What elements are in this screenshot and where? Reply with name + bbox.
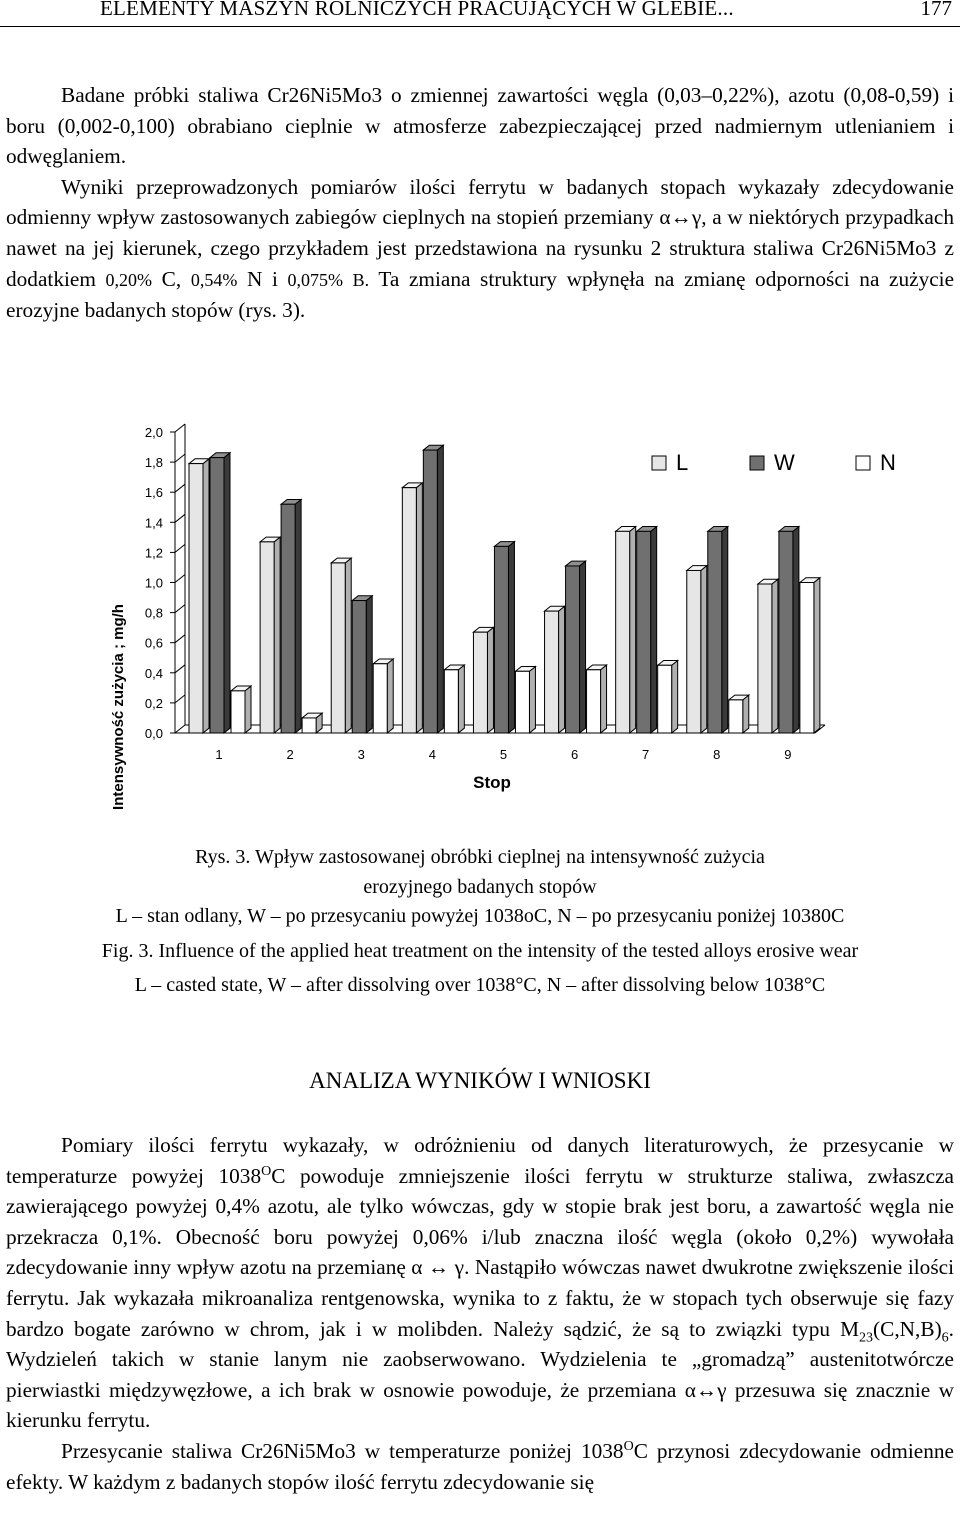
section-title: ANALIZA WYNIKÓW I WNIOSKI [309,1068,651,1093]
bar-side [458,665,464,733]
bar-W-3 [352,596,372,733]
nitrogen-symbol: N [246,266,263,291]
degree-superscript-2: O [623,1438,634,1454]
y-tick-depth [175,605,185,613]
y-tick-label: 1,8 [144,455,163,471]
legend-label-W: W [774,450,795,475]
bar-side [651,527,657,733]
bar-W-1 [210,453,230,733]
bar-W-6 [566,561,586,733]
bar-front [189,464,203,733]
bar-front [210,458,224,733]
bar-side [487,627,493,733]
legend-swatch-W [750,456,764,470]
bar-front [658,665,672,733]
analysis-p2-a: Przesycanie staliwa Cr26Ni5Mo3 w temperaturze poniżej 1038 [61,1438,624,1463]
analysis-paragraph-2 [6,1436,954,1497]
intro-paragraph-1: Badane próbki staliwa Cr26Ni5Mo3 o zmiennej zawartości węgla (0,03–0,22%), azotu (0,08-0,59) i boru (0,002-0,100) obrabiano cieplnie w atmosferze zabezpieczającej przed nadmiernym utlenianiem i odwęglaniem. [6,83,954,169]
y-tick-label: 1,2 [144,545,163,561]
bar-side [601,665,607,733]
bar-N-4 [444,665,464,733]
figure-caption-en: Fig. 3. Influence of the applied heat treatment on the intensity of the tested alloys erosive wear [101,940,859,962]
analysis-p2-b: C przynosi zdecydowanie odmienne efekty. W każdym z badanych stopów ilość ferrytu zdecydowanie się [6,1438,954,1494]
bar-side [722,527,728,733]
x-tick-label: 5 [499,747,508,762]
bar-front [352,601,366,733]
y-tick-label: 1,6 [144,485,163,501]
bar-side [672,660,678,733]
bar-L-6 [545,606,565,733]
y-tick-depth [175,544,185,552]
intro-text [6,80,954,326]
analysis-p1-b: C powoduje zmniejszenie ilości ferrytu w strukturze staliwa, zwłaszcza zawierającego powyżej 0,4% azotu, ale tylko wówczas, gdy w stopie brak jest boru, a zawartość węgla nie przekracza 0,1%. Obecność boru powyżej 0,06% i/lub znaczna ilość węgla (około 0,2%) wywołała zdecydowanie inny wpływ azotu na przemianę α ↔ γ. Nastąpiło wówczas nawet dwukrotne zwiększenie ilości ferrytu. Jak wykazała mikroanaliza rentgenowska, wynika to z faktu, że w stopach tych obserwuje się fazy bardzo bogate zarówno w chrom, jak i w molibden. Należy sądzić, że są to związki typu M [6,1163,954,1341]
page-number: 177 [920,0,952,20]
legend-label-L: L [676,450,689,475]
bar-front [779,531,793,733]
analysis-p1-d: . Wydzieleń takich w stanie lanym nie zaobserwowano. Wydzielenia te „gromadzą” austenitotwórcze pierwiastki międzywęzłowe, a ich brak w osnowie powoduje, że przemiana α↔γ przesuwa się znacznie w kierunku ferrytu. [6,1316,954,1433]
bar-N-3 [373,659,393,733]
bar-side [203,459,209,733]
analysis-paragraph-1 [6,1130,954,1436]
bar-side [437,445,443,733]
y-tick-label: 1,4 [144,515,163,531]
bar-front [566,566,580,733]
bar-W-8 [708,527,728,733]
bar-front [444,670,458,733]
y-tick-depth [175,695,185,703]
y-tick-depth [175,665,185,673]
bar-L-7 [616,527,636,733]
bar-N-8 [729,695,749,733]
bar-front [231,691,245,733]
intro-paragraph-2 [6,172,954,326]
bar-side [416,483,422,733]
bar-side [529,666,535,733]
bar-W-5 [494,542,514,733]
chart-legend [652,450,896,475]
bar-front [373,664,387,733]
y-tick-depth [175,725,185,733]
bar-front [708,531,722,733]
x-tick-label: 2 [286,747,294,762]
x-tick-label: 1 [215,747,223,762]
y-tick-depth [175,575,185,583]
y-tick-label: 0,6 [144,635,163,651]
intro-p2-start: Wyniki przeprowadzonych pomiarów ilości ferrytu w badanych stopach wykazały zdecydowanie odmienny wpływ zastosowanych zabiegów cieplnych na stopień przemiany α↔γ, a w niektórych przypadkach nawet na jej kierunek, czego przykładem jest przedstawiona na rysunku 2 struktura staliwa Cr26Ni5Mo3 z dodatkiem [6,174,954,291]
bar-N-7 [658,660,678,733]
bar-front [545,611,559,733]
bar-front [494,546,508,733]
degree-superscript: O [261,1163,272,1179]
bar-side [772,579,778,733]
y-tick-label: 1,0 [144,575,163,591]
y-tick-label: 0,4 [144,665,163,681]
bar-side [366,596,372,733]
y-tick-depth [175,424,185,432]
x-tick-label: 8 [713,747,721,762]
bar-front [260,542,274,733]
analysis-p1-a: Pomiary ilości ferrytu wykazały, w odróżnieniu od danych literaturowych, że przesycanie w temperaturze powyżej 1038 [6,1133,954,1188]
intro-conjunction: i [271,266,278,291]
bar-side [701,566,707,733]
chart-bars [189,445,820,762]
bar-N-5 [515,666,535,733]
legend-swatch-N [856,456,870,470]
bar-L-5 [473,627,493,733]
bar-side [345,558,351,733]
y-axis-label: Intensywność zużycia ; mg/h [110,604,127,810]
bar-W-4 [423,445,443,733]
bar-front [587,670,601,733]
bar-front [515,671,529,733]
bar-front [800,583,814,734]
bar-side [814,578,820,733]
x-tick-label: 3 [357,747,365,762]
wear-intensity-chart [0,410,960,830]
figure-caption-pl: Rys. 3. Wpływ zastosowanej obróbki cieplnej na intensywność zużycia erozyjnego badanych stopów [195,846,765,898]
y-tick-depth [175,484,185,492]
nitrogen-value: 0,54% [190,269,238,290]
bar-front [687,570,701,733]
subscript-23: 23 [859,1329,874,1345]
x-tick-label: 7 [642,747,650,762]
analysis-text [6,1130,954,1497]
bar-side [274,537,280,733]
bar-L-1 [189,459,209,733]
y-tick-label: 0,2 [144,695,163,711]
bar-front [616,531,630,733]
bar-W-2 [281,499,301,733]
bar-front [331,563,345,733]
boron-symbol: B. [352,269,370,290]
bar-W-7 [637,527,657,733]
bar-front [281,504,295,733]
bar-front [729,700,743,733]
bar-side [793,527,799,733]
intro-p2-end: Ta zmiana struktury wpłynęła na zmianę odporności na zużycie erozyjne badanych stopów (rys. 3). [6,266,955,323]
bar-side [743,695,749,733]
bar-N-9 [800,578,820,733]
boron-value: 0,075% [287,269,343,290]
subscript-6: 6 [941,1329,949,1345]
bar-side [245,686,251,733]
bar-front [758,584,772,733]
bar-N-6 [587,665,607,733]
figure-legend-en: L – casted state, W – after dissolving over 1038°C, N – after dissolving below 1038°C [134,974,826,996]
x-tick-label: 6 [570,747,579,762]
legend-swatch-L [652,456,666,470]
bar-front [473,632,487,733]
y-tick-label: 0,8 [144,605,163,621]
running-header [0,0,960,27]
bar-side [295,499,301,733]
y-tick-depth [175,454,185,462]
bar-W-9 [779,527,799,733]
bar-L-2 [260,537,280,733]
bar-L-3 [331,558,351,733]
bar-N-1 [231,686,251,733]
bar-L-4 [402,483,422,733]
carbon-value: 0,20% [105,269,153,290]
bar-L-9 [758,579,778,733]
running-title: ELEMENTY MASZYN ROLNICZYCH PRACUJĄCYCH W GLEBIE... [100,0,734,20]
bar-side [559,606,565,733]
y-tick-depth [175,635,185,643]
bar-front [302,718,316,733]
x-axis-label: Stop [473,773,511,792]
analysis-p1-c: (C,N,B) [873,1316,942,1341]
bar-side [508,542,514,733]
carbon-symbol: C, [161,266,182,291]
x-tick-label: 9 [784,747,792,762]
bar-side [580,561,586,733]
y-tick-depth [175,514,185,522]
bar-side [630,527,636,733]
y-tick-label: 2,0 [144,425,163,440]
y-tick-label: 0,0 [144,726,163,741]
bar-side [387,659,393,733]
bar-side [224,453,230,733]
bar-front [402,488,416,733]
figure-legend-pl: L – stan odlany, W – po przesycaniu powyżej 1038oC, N – po przesycaniu poniżej 10380C [115,905,845,927]
bar-front [637,531,651,733]
legend-label-N: N [880,450,896,475]
bar-L-8 [687,566,707,733]
x-tick-label: 4 [428,747,436,762]
bar-front [423,450,437,733]
bar-N-2 [302,713,322,733]
